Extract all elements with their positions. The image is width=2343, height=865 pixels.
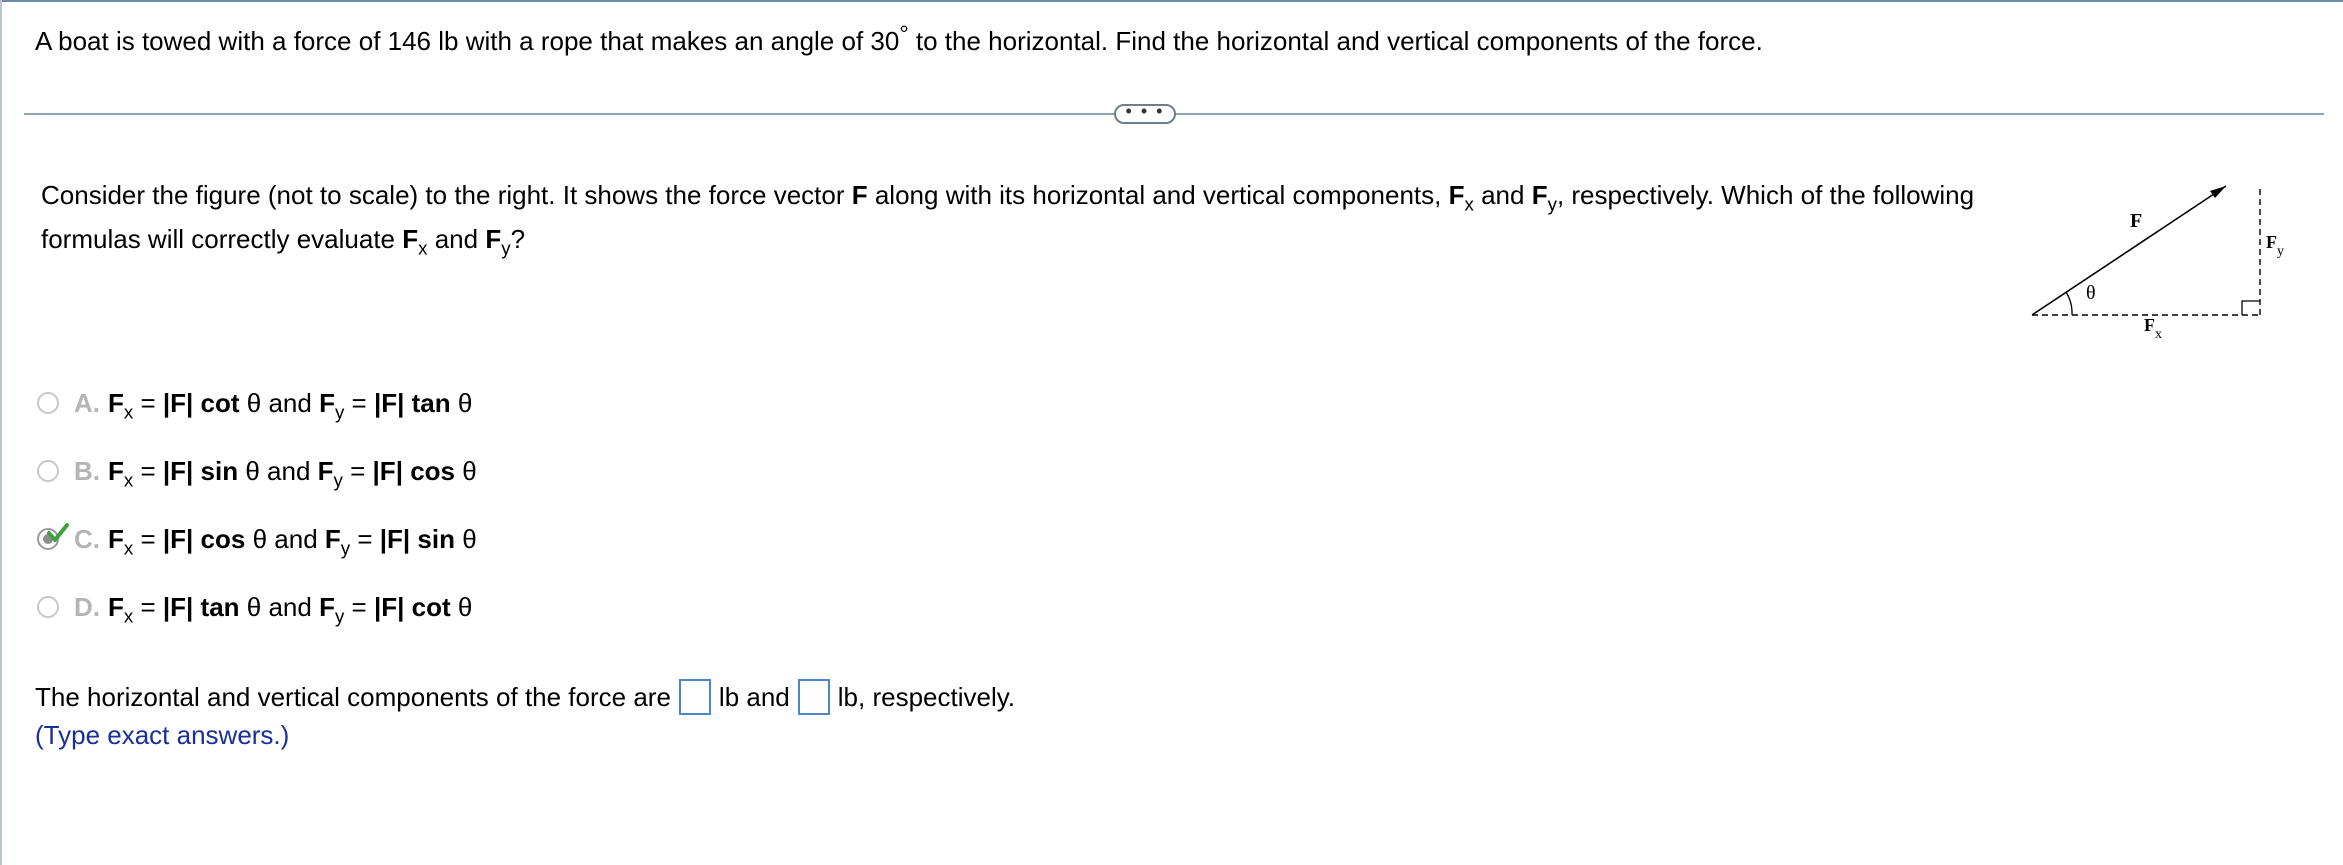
- force-vector-figure: [2020, 175, 2284, 355]
- label-Fx: $F_x$: [2144, 315, 2162, 342]
- instruction-text: Consider the figure (not to scale) to the right. It shows the force vector F along with its horizontal and vertical components, $F_x$ and $F_y$, respectively. Which of the following formulas will correctly evaluate $F_x$ and $F_y$?: [41, 180, 1975, 259]
- window-left-border: [0, 0, 2, 865]
- option-letter: D.: [74, 591, 100, 622]
- force-diagram: [2020, 175, 2284, 355]
- option-d[interactable]: [37, 587, 472, 627]
- force-vector-line: [2032, 186, 2226, 315]
- label-F: F: [2130, 210, 2143, 232]
- option-formula: $F_x = |F|$ cot θ and $F_y = |F|$ tan θ: [108, 387, 473, 423]
- option-formula: $F_x = |F|$ sin θ and $F_y = |F|$ cos θ: [108, 455, 477, 491]
- radio-b[interactable]: [37, 460, 59, 482]
- answer-hint: (Type exact answers.): [35, 720, 290, 750]
- label-theta: θ: [2086, 282, 2096, 304]
- degree-sign: °: [899, 20, 909, 47]
- option-letter: C.: [74, 523, 100, 554]
- angle-arc: [2066, 292, 2072, 315]
- option-formula: $F_x = |F|$ cos θ and $F_y = |F|$ sin θ: [108, 523, 477, 559]
- answer-line: [35, 677, 1015, 717]
- expand-more-button[interactable]: • • •: [1114, 104, 1176, 124]
- option-c[interactable]: [37, 519, 477, 559]
- vertical-answer-input[interactable]: [798, 679, 830, 715]
- right-angle-marker: [2242, 301, 2260, 315]
- answer-middle: lb and: [718, 681, 790, 712]
- correct-check-icon: [47, 522, 69, 544]
- radio-a[interactable]: [37, 392, 59, 414]
- option-letter: B.: [74, 455, 100, 486]
- option-letter: A.: [74, 387, 100, 418]
- radio-d[interactable]: [37, 596, 59, 618]
- horizontal-answer-input[interactable]: [679, 679, 711, 715]
- window-top-border: [0, 0, 2343, 2]
- answer-prefix: The horizontal and vertical components of the force are: [35, 681, 671, 712]
- question-text: A boat is towed with a force of 146 lb with a rope that makes an angle of 30° to the horizontal. Find the horizontal and vertical components of the force.: [35, 20, 1763, 56]
- option-a[interactable]: [37, 383, 472, 423]
- answer-suffix: lb, respectively.: [837, 681, 1016, 712]
- label-Fy: $F_y$: [2266, 232, 2284, 259]
- option-b[interactable]: [37, 451, 477, 491]
- option-formula: $F_x = |F|$ tan θ and $F_y = |F|$ cot θ: [108, 591, 473, 627]
- force-arrowhead: [2210, 186, 2226, 198]
